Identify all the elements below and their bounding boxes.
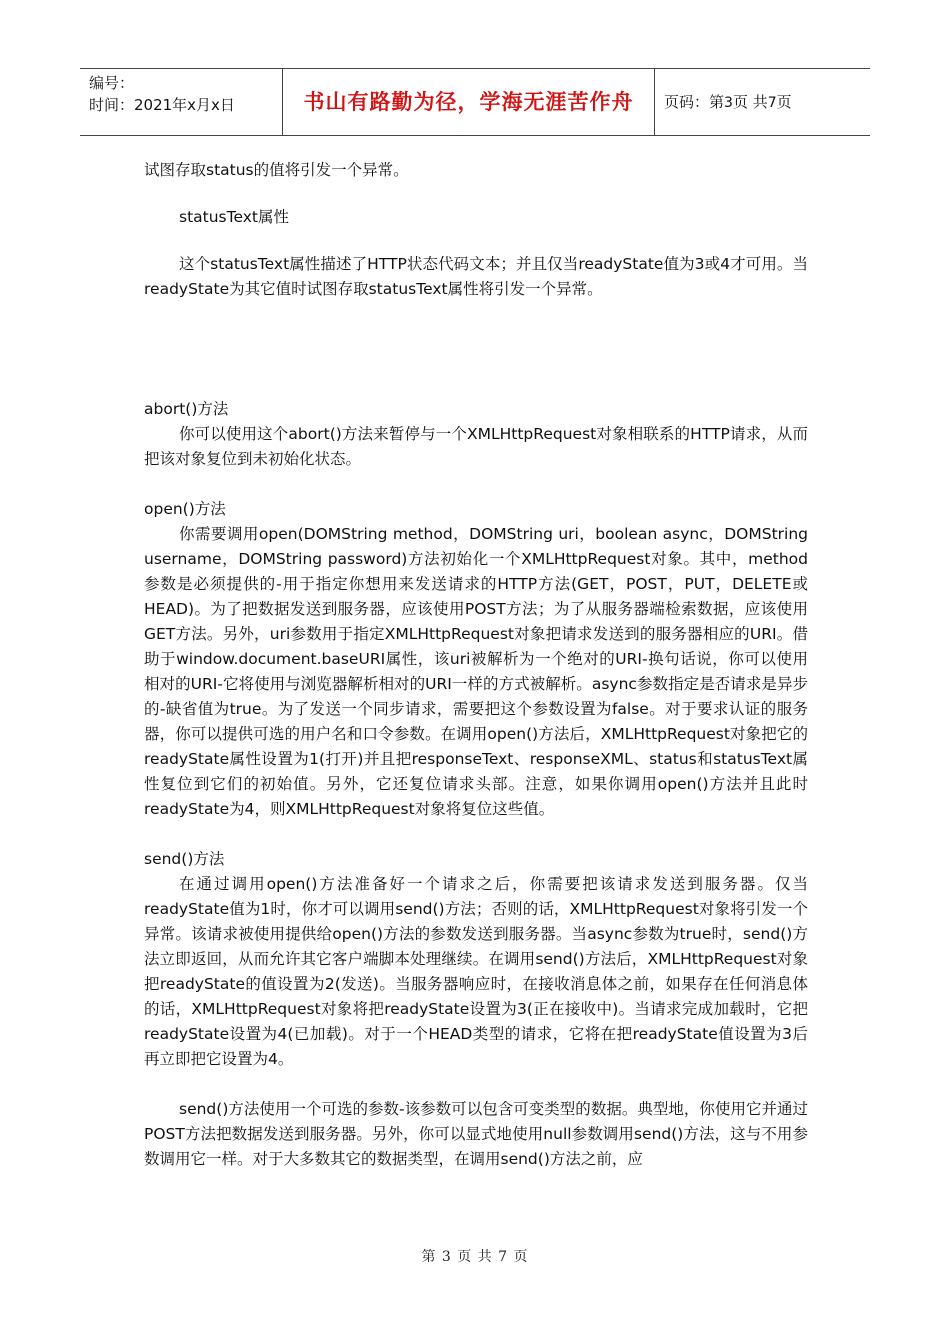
paragraph-open: 你需要调用open(DOMString method，DOMString uri，boolean async，DOMString username，DOMString password)方法初始化一个XMLHttpRequest对象。其中，method参数是必须提供的-用于指定你想用来发送请求的HTTP方法(GET，POST，PUT，DELETE或HEAD)。为了把数据发送到服务器，应该使用POST方法；为了从服务器端检索数据，应该使用GET方法。另外，uri参数用于指定XMLHttpRequest对象把请求发送到的服务器相应的URI。借助于window.document.baseURI属性，该uri被解析为一个绝对的URI-换句话说，你可以使用相对的URI-它将使用与浏览器解析相对的URI一样的方式被解析。async参数指定是否请求是异步的-缺省值为true。为了发送一个同步请求，需要把这个参数设置为false。对于要求认证的服务器，你可以提供可选的用户名和口令参数。在调用open()方法后，XMLHttpRequest对象把它的readyState属性设置为1(打开)并且把responseText、responseXML、status和statusText属性复位到它们的初始值。另外，它还复位请求头部。注意，如果你调用open()方法并且此时readyState为4，则XMLHttpRequest对象将复位这些值。	[144, 525, 808, 818]
header-page-number	[655, 69, 870, 135]
paragraph-statustext: 这个statusText属性描述了HTTP状态代码文本；并且仅当readyState值为3或4才可用。当readyState为其它值时试图存取statusText属性将引发一个异常。	[144, 255, 808, 298]
page-footer: 第 3 页 共 7 页	[421, 1249, 529, 1265]
header-meta	[80, 69, 283, 135]
heading-send: send()方法	[144, 850, 225, 868]
header-motto: 书山有路勤为径，学海无涯苦作舟	[283, 69, 655, 135]
page-current: 3	[724, 95, 733, 111]
document-date-label: 时间：2021年x月x日	[89, 96, 235, 114]
page-header	[80, 68, 870, 136]
paragraph-send-params: send()方法使用一个可选的参数-该参数可以包含可变类型的数据。典型地，你使用它并通过POST方法把数据发送到服务器。另外，你可以显式地使用null参数调用send()方法，这与不用参数调用它一样。对于大多数其它的数据类型，在调用send()方法之前，应	[144, 1100, 808, 1168]
heading-open: open()方法	[144, 500, 226, 518]
paragraph-send: 在通过调用open()方法准备好一个请求之后，你需要把该请求发送到服务器。仅当readyState值为1时，你才可以调用send()方法；否则的话，XMLHttpRequest对象将引发一个异常。该请求被使用提供给open()方法的参数发送到服务器。当async参数为true时，send()方法立即返回，从而允许其它客户端脚本处理继续。在调用send()方法后，XMLHttpRequest对象把readyState的值设置为2(发送)。当服务器响应时，在接收消息体之前，如果存在任何消息体的话，XMLHttpRequest对象将把readyState设置为3(正在接收中)。当请求完成加载时，它把readyState设置为4(已加载)。对于一个HEAD类型的请求，它将在把readyState值设置为3后再立即把它设置为4。	[144, 875, 808, 1068]
page-prefix: 页码：第	[664, 93, 725, 111]
paragraph-abort: 你可以使用这个abort()方法来暂停与一个XMLHttpRequest对象相联系的HTTP请求，从而把该对象复位到未初始化状态。	[144, 425, 808, 468]
document-number-label: 编号：	[89, 74, 135, 92]
page-total: 7	[767, 95, 777, 111]
page-mid: 页 共	[732, 93, 768, 111]
page-suffix: 页	[776, 93, 792, 111]
paragraph-status-exception: 试图存取status的值将引发一个异常。	[144, 161, 409, 179]
heading-abort: abort()方法	[144, 400, 229, 418]
heading-statustext: statusText属性	[179, 208, 289, 226]
document-body	[144, 158, 808, 1172]
